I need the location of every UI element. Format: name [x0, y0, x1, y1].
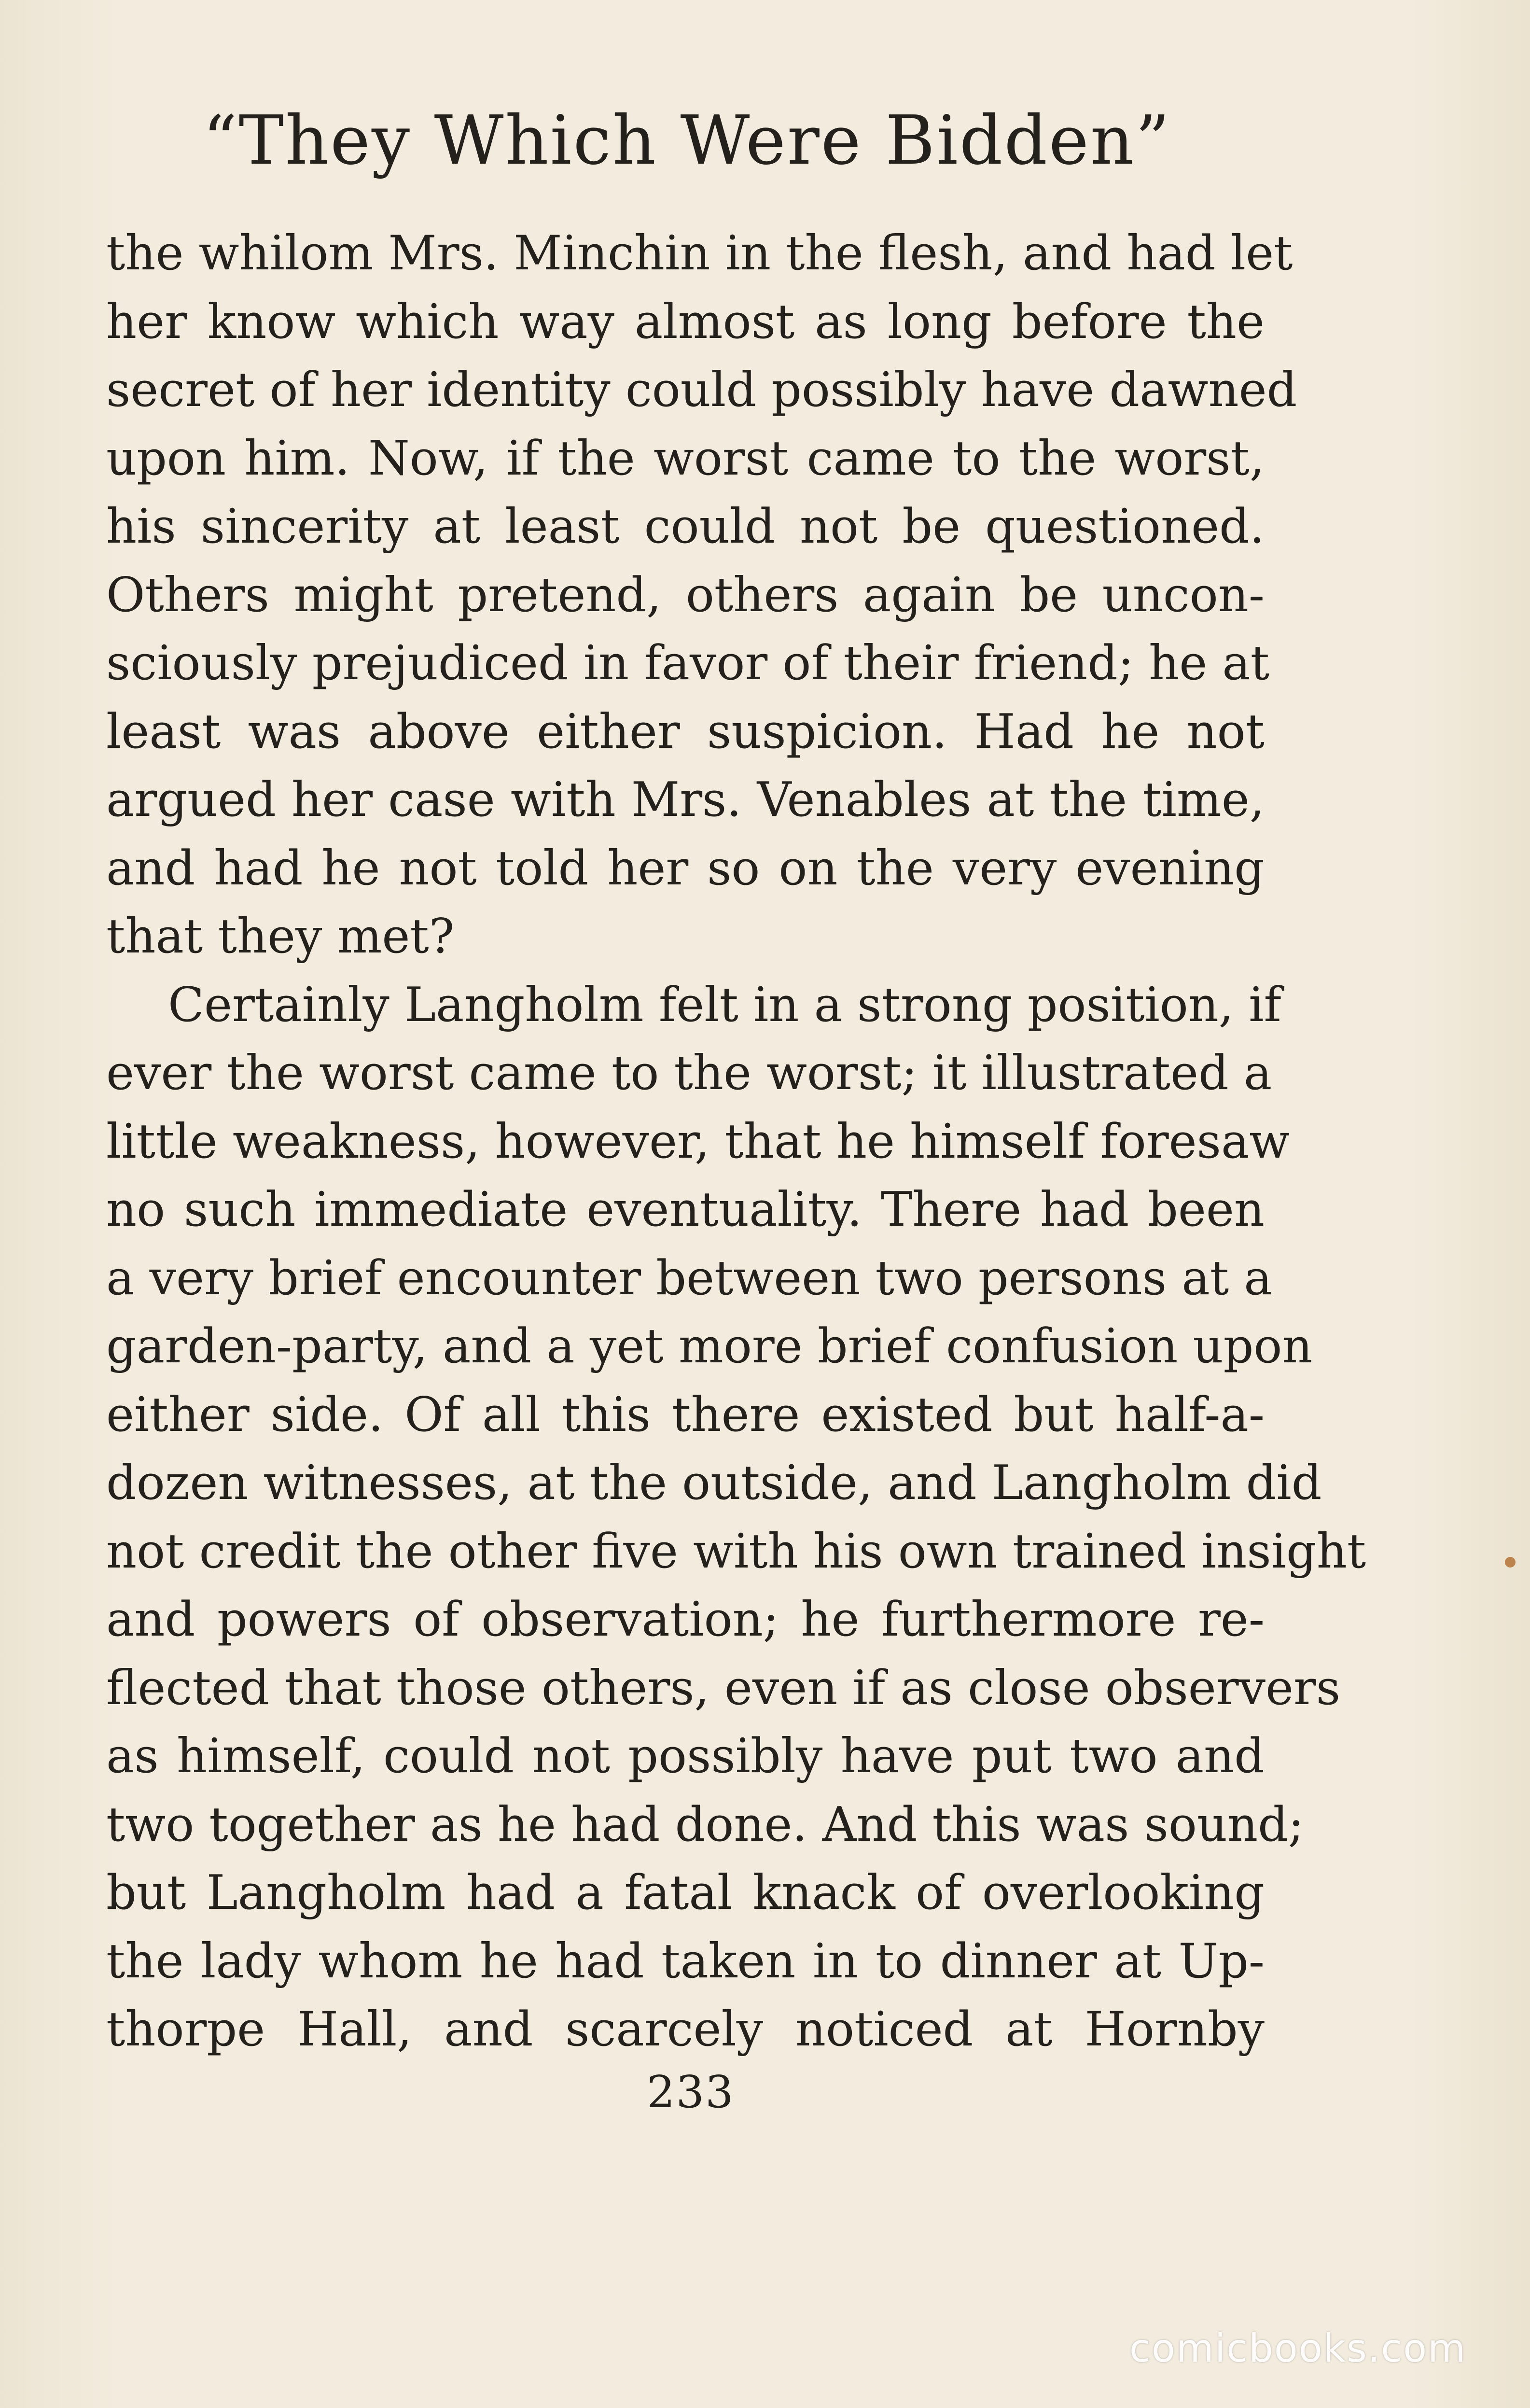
text-line: and had he not told her so on the very evening — [106, 840, 1265, 896]
text-line: least was above either suspicion. Had he not — [106, 704, 1265, 759]
text-line: Others might pretend, others again be uncon- — [106, 567, 1265, 623]
text-line: garden-party, and a yet more brief confusion upon — [106, 1319, 1313, 1374]
text-line: no such immediate eventuality. There had been — [106, 1182, 1265, 1237]
text-line: dozen witnesses, at the outside, and Langholm did — [106, 1456, 1322, 1511]
text-line: the whilom Mrs. Minchin in the flesh, and had let — [106, 226, 1293, 281]
text-line: argued her case with Mrs. Venables at the time, — [106, 772, 1265, 827]
text-line: two together as he had done. And this was sound; — [106, 1797, 1304, 1852]
text-line: not credit the other five with his own trained insight — [106, 1524, 1366, 1579]
text-line: as himself, could not possibly have put two and — [106, 1729, 1265, 1784]
text-line: flected that those others, even if as close observers — [106, 1660, 1341, 1716]
text-line: thorpe Hall, and scarcely noticed at Hornby — [106, 2002, 1265, 2057]
text-line: that they met? — [106, 909, 455, 964]
page-number: 233 — [647, 2066, 735, 2118]
text-line: and powers of observation; he furthermore re- — [106, 1592, 1265, 1647]
text-line: Certainly Langholm felt in a strong position, if — [168, 977, 1281, 1033]
paper-stain — [1505, 1557, 1516, 1568]
text-line: a very brief encounter between two persons at a — [106, 1250, 1272, 1306]
text-line: the lady whom he had taken in to dinner at Up- — [106, 1933, 1265, 1989]
watermark: comicbooks.com — [1129, 2326, 1467, 2371]
text-line: sciously prejudiced in favor of their friend; he at — [106, 636, 1270, 691]
text-line: either side. Of all this there existed but half-a- — [106, 1387, 1265, 1442]
body-text — [106, 220, 1366, 2064]
text-line: secret of her identity could possibly have dawned — [106, 363, 1297, 418]
text-line: little weakness, however, that he himself foresaw — [106, 1114, 1290, 1169]
text-line: his sincerity at least could not be questioned. — [106, 499, 1265, 554]
text-line: upon him. Now, if the worst came to the worst, — [106, 431, 1265, 486]
text-line: but Langholm had a fatal knack of overlooking — [106, 1865, 1265, 1920]
text-line: her know which way almost as long before the — [106, 294, 1265, 350]
text-line: ever the worst came to the worst; it illustrated a — [106, 1046, 1272, 1101]
running-head: “They Which Were Bidden” — [203, 101, 1171, 180]
